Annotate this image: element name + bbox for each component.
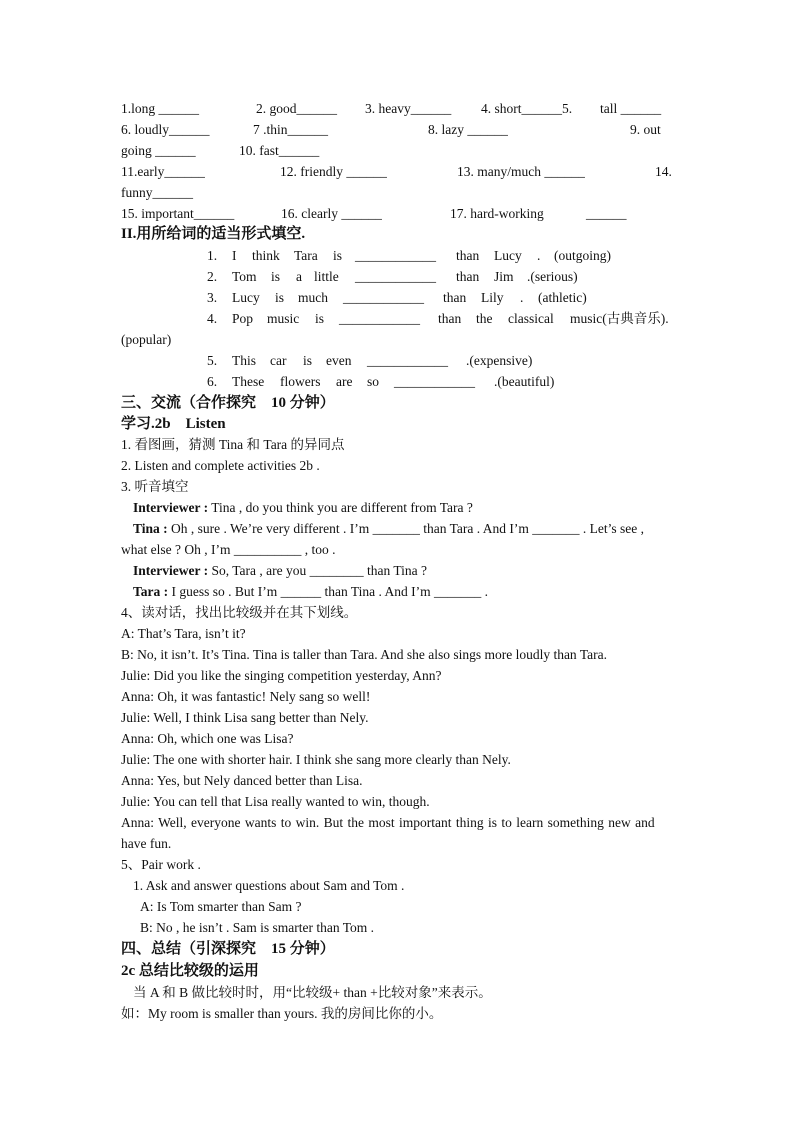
vocab-item: 7 .thin______ (253, 122, 329, 137)
item-word: flowers (280, 374, 321, 389)
item-hint: (outgoing) (554, 248, 611, 263)
section-4-subheading: 2c 总结比较级的运用 (121, 963, 259, 979)
vocab-item: 1.long ______ (121, 101, 200, 116)
item-word: the (476, 311, 493, 326)
item-hint: .(expensive) (466, 353, 533, 368)
step-4: 4、读对话，找出比较级并在其下划线。 (121, 605, 358, 620)
dialog-line-3 (121, 541, 335, 559)
vocab-item: 8. lazy ______ (428, 122, 508, 137)
item-word: than (456, 248, 480, 263)
reading-line: B: No, it isn’t. It’s Tina. Tina is taller than Tara. And she also sings more loudly than Tara. (121, 647, 607, 662)
item-number: 2. (207, 269, 218, 284)
speaker-label: Tara : (133, 584, 169, 599)
item-word: Lily (481, 290, 504, 305)
speaker-label: Interviewer : (133, 563, 209, 578)
section-2-heading: II.用所给词的适当形式填空. (121, 226, 306, 242)
pair-work-b: B: No , he isn’t . Sam is smarter than Tom . (140, 920, 375, 935)
item-word: car (270, 353, 287, 368)
dialog-text: I guess so . But I’m ______ than Tina . And I’m _______ . (168, 584, 489, 599)
vocab-item: 14. (655, 164, 672, 179)
reading-line: have fun. (121, 836, 172, 851)
summary-line-2: 如：My room is smaller than yours. 我的房间比你的小。 (121, 1006, 443, 1021)
step-1: 1. 看图画，猜测 Tina 和 Tara 的异同点 (121, 437, 345, 452)
item-word: Lucy (494, 248, 522, 263)
dialog-line-5 (133, 583, 488, 601)
step-5: 5、Pair work . (121, 857, 201, 872)
dialog-text: So, Tara , are you ________ than Tina ? (208, 563, 428, 578)
vocab-item: ______ (586, 206, 627, 221)
reading-line: Julie: Well, I think Lisa sang better than Nely. (121, 710, 369, 725)
summary-line-1: 当 A 和 B 做比较时时，用“比较级+ than +比较对象”来表示。 (133, 985, 492, 1000)
item-word: are (336, 374, 353, 389)
item-word: is (271, 269, 281, 284)
answer-blank[interactable]: ____________ (339, 311, 420, 326)
item-word: This (232, 353, 257, 368)
item-number: 5. (207, 353, 218, 368)
section-3-subheading: 学习.2b Listen (121, 416, 226, 432)
item-word: Lucy (232, 290, 260, 305)
item-word: Pop (232, 311, 254, 326)
item-word: I (232, 248, 237, 263)
reading-line: Anna: Oh, it was fantastic! Nely sang so well! (121, 689, 371, 704)
item-word: Tom (232, 269, 257, 284)
vocab-item: 3. heavy______ (365, 101, 452, 116)
item-word: much (298, 290, 328, 305)
dialog-text: Oh , sure . We’re very different . I’m _______ than Tara . And I’m _______ . Let’s see , (167, 521, 644, 536)
item-number: 3. (207, 290, 218, 305)
reading-line: Anna: Well, everyone wants to win. But the most important thing is to learn something new and (121, 815, 655, 830)
item-word: is (303, 353, 313, 368)
item-word: so (367, 374, 380, 389)
vocab-item: 10. fast______ (239, 143, 320, 158)
item-word: classical (508, 311, 554, 326)
answer-blank[interactable]: ____________ (355, 248, 436, 263)
item-word: music (267, 311, 300, 326)
item-hint: music(古典音乐). (570, 311, 669, 326)
dialog-text: what else ? Oh , I’m __________ , too . (121, 542, 336, 557)
vocab-item: 11.early______ (121, 164, 205, 179)
reading-line: Julie: Did you like the singing competition yesterday, Ann? (121, 668, 442, 683)
item-word: is (275, 290, 285, 305)
step-2: 2. Listen and complete activities 2b . (121, 458, 320, 473)
answer-blank[interactable]: ____________ (343, 290, 424, 305)
answer-blank[interactable]: ____________ (394, 374, 475, 389)
item-word: think (252, 248, 280, 263)
item-hint: (athletic) (538, 290, 587, 305)
step-3: 3. 听音填空 (121, 479, 189, 494)
speaker-label: Interviewer : (133, 500, 209, 515)
vocab-item: 17. hard-working (450, 206, 544, 221)
item-word: is (315, 311, 325, 326)
vocab-item: funny______ (121, 185, 193, 200)
dialog-line-1 (133, 499, 473, 517)
item-number: 1. (207, 248, 218, 263)
item-hint: .(serious) (527, 269, 578, 284)
vocab-item: 13. many/much ______ (457, 164, 585, 179)
dialog-line-4 (133, 562, 427, 580)
reading-line: A: That’s Tara, isn’t it? (121, 626, 246, 641)
answer-blank[interactable]: ____________ (355, 269, 436, 284)
vocab-item: 12. friendly ______ (280, 164, 387, 179)
vocab-item: tall ______ (600, 101, 662, 116)
pair-work-a: A: Is Tom smarter than Sam ? (140, 899, 302, 914)
item-word: little (314, 269, 339, 284)
vocab-item: 2. good______ (256, 101, 337, 116)
item-word: . (520, 290, 524, 305)
item-word: is (333, 248, 343, 263)
item-word: Jim (494, 269, 514, 284)
section-3-heading: 三、交流（合作探究 10 分钟） (121, 395, 335, 411)
item-word: a (296, 269, 302, 284)
reading-line: Julie: The one with shorter hair. I think she sang more clearly than Nely. (121, 752, 511, 767)
item-hint: .(beautiful) (494, 374, 555, 389)
item-word: than (456, 269, 480, 284)
answer-blank[interactable]: ____________ (367, 353, 448, 368)
item-word: . (537, 248, 541, 263)
speaker-label: Tina : (133, 521, 168, 536)
vocab-item: 15. important______ (121, 206, 235, 221)
section-4-heading: 四、总结（引深探究 15 分钟） (121, 941, 335, 957)
vocab-item: 4. short______5. (481, 101, 573, 116)
item-number: 4. (207, 311, 218, 326)
vocab-item: going ______ (121, 143, 196, 158)
item-word: These (232, 374, 265, 389)
pair-work-task: 1. Ask and answer questions about Sam and Tom . (133, 878, 405, 893)
reading-line: Julie: You can tell that Lisa really wanted to win, though. (121, 794, 430, 809)
item-word: than (443, 290, 467, 305)
item-word: even (326, 353, 352, 368)
reading-line: Anna: Oh, which one was Lisa? (121, 731, 294, 746)
item-word: than (438, 311, 462, 326)
vocab-item: 16. clearly ______ (281, 206, 382, 221)
vocab-item: 9. out (630, 122, 661, 137)
dialog-text: Tina , do you think you are different from Tara ? (208, 500, 473, 515)
item-word: Tara (294, 248, 318, 263)
vocab-item: 6. loudly______ (121, 122, 210, 137)
popular-hint: (popular) (121, 332, 172, 347)
item-number: 6. (207, 374, 218, 389)
dialog-line-2 (133, 520, 644, 538)
reading-line: Anna: Yes, but Nely danced better than Lisa. (121, 773, 363, 788)
